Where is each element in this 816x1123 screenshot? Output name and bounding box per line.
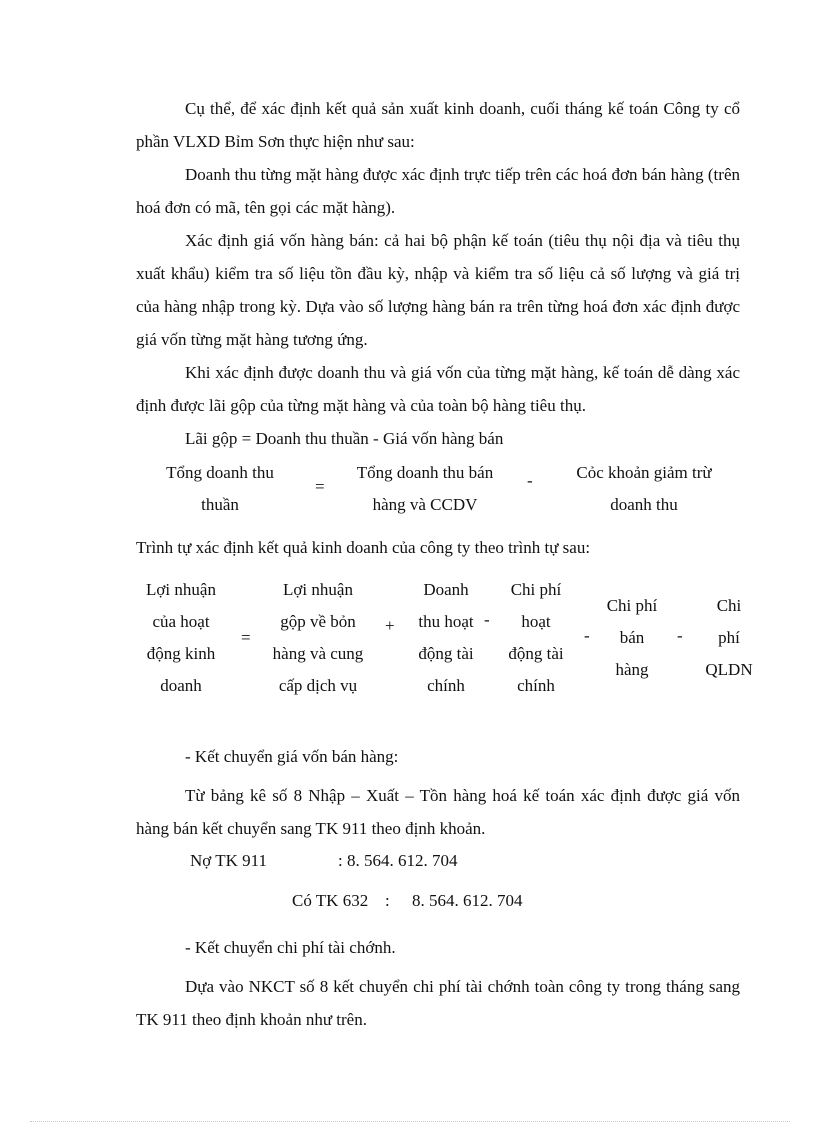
- formula-term-gross-profit: Lợi nhuận gộp về bỏn hàng và cung cấp dịch vụ: [272, 580, 364, 695]
- debit-amount: : 8. 564. 612. 704: [338, 851, 458, 870]
- document-body: [136, 92, 753, 1036]
- credit-amount: 8. 564. 612. 704: [412, 891, 523, 910]
- journal-entry-credit: [136, 891, 740, 931]
- minus-sign: -: [484, 610, 490, 629]
- formula-net-revenue: [136, 457, 740, 527]
- plus-sign: +: [385, 616, 395, 635]
- equals-sign: =: [241, 628, 251, 647]
- formula-term-financial-revenue: Doanh thu hoạt động tài chính: [418, 580, 474, 695]
- minus-sign: -: [677, 626, 683, 645]
- credit-account-label: Có TK 632: [292, 891, 369, 910]
- page-bottom-divider: [30, 1121, 790, 1122]
- paragraph-intro: Cụ thể, để xác định kết quả sản xuất kinh doanh, cuối tháng kế toán Công ty cổ phần VLXD Bỉm Sơn thực hiện như sau:: [136, 99, 740, 151]
- paragraph-cogs-transfer: Từ bảng kê số 8 Nhập – Xuất – Tồn hàng hoá kế toán xác định được giá vốn hàng bán kết chuyển sang TK 911 theo định khoản.: [136, 786, 740, 838]
- debit-account-label: Nợ TK 911: [190, 851, 267, 870]
- formula-operating-profit: [136, 572, 753, 742]
- credit-separator: :: [385, 891, 390, 910]
- formula-term-admin-expense: Chi phí QLDN: [705, 596, 753, 679]
- formula-term-operating-profit: Lợi nhuận của hoạt động kinh doanh: [146, 580, 216, 695]
- formula-term-net-revenue: Tổng doanh thu thuần: [166, 463, 274, 514]
- heading-cogs-transfer: - Kết chuyển giá vốn bán hàng:: [185, 747, 399, 766]
- paragraph-revenue: Doanh thu từng mặt hàng được xác định trực tiếp trên các hoá đơn bán hàng (trên hoá đơn có mã, tên gọi các mặt hàng).: [136, 165, 740, 217]
- formula-term-financial-expense: Chi phí hoạt động tài chính: [508, 580, 564, 695]
- equals-sign: =: [315, 477, 325, 496]
- formula-gross-profit: Lãi gộp = Doanh thu thuần - Giá vốn hàng bán: [185, 429, 504, 448]
- minus-sign: -: [584, 626, 590, 645]
- paragraph-cost-of-goods: Xác định giá vốn hàng bán: cả hai bộ phận kế toán (tiêu thụ nội địa và tiêu thụ xuất khẩu) kiểm tra số liệu tồn đầu kỳ, nhập và kiểm tra số liệu cả số lượng và giá trị của hàng nhập trong kỳ. Dựa vào số lượng hàng bán ra trên từng hoá đơn xác định được giá vốn từng mặt hàng tương ứng.: [136, 231, 740, 349]
- formula-term-total-revenue: Tổng doanh thu bán hàng và CCDV: [356, 463, 494, 514]
- heading-financial-expense-transfer: - Kết chuyển chi phí tài chớnh.: [185, 938, 396, 957]
- formula-term-deductions: Cỏc khoản giảm trừ doanh thu: [576, 463, 712, 514]
- paragraph-financial-expense-transfer: Dựa vào NKCT số 8 kết chuyển chi phí tài chớnh toàn công ty trong tháng sang TK 911 theo định khoản như trên.: [136, 977, 740, 1029]
- journal-entry-debit: [136, 851, 740, 891]
- formula-term-selling-expense: Chi phí bán hàng: [606, 596, 658, 679]
- paragraph-sequence: Trình tự xác định kết quả kinh doanh của công ty theo trình tự sau:: [136, 538, 591, 557]
- minus-sign: -: [527, 471, 533, 490]
- paragraph-gross-profit: Khi xác định được doanh thu và giá vốn của từng mặt hàng, kế toán dễ dàng xác định được lãi gộp của từng mặt hàng và của toàn bộ hàng tiêu thụ.: [136, 363, 740, 415]
